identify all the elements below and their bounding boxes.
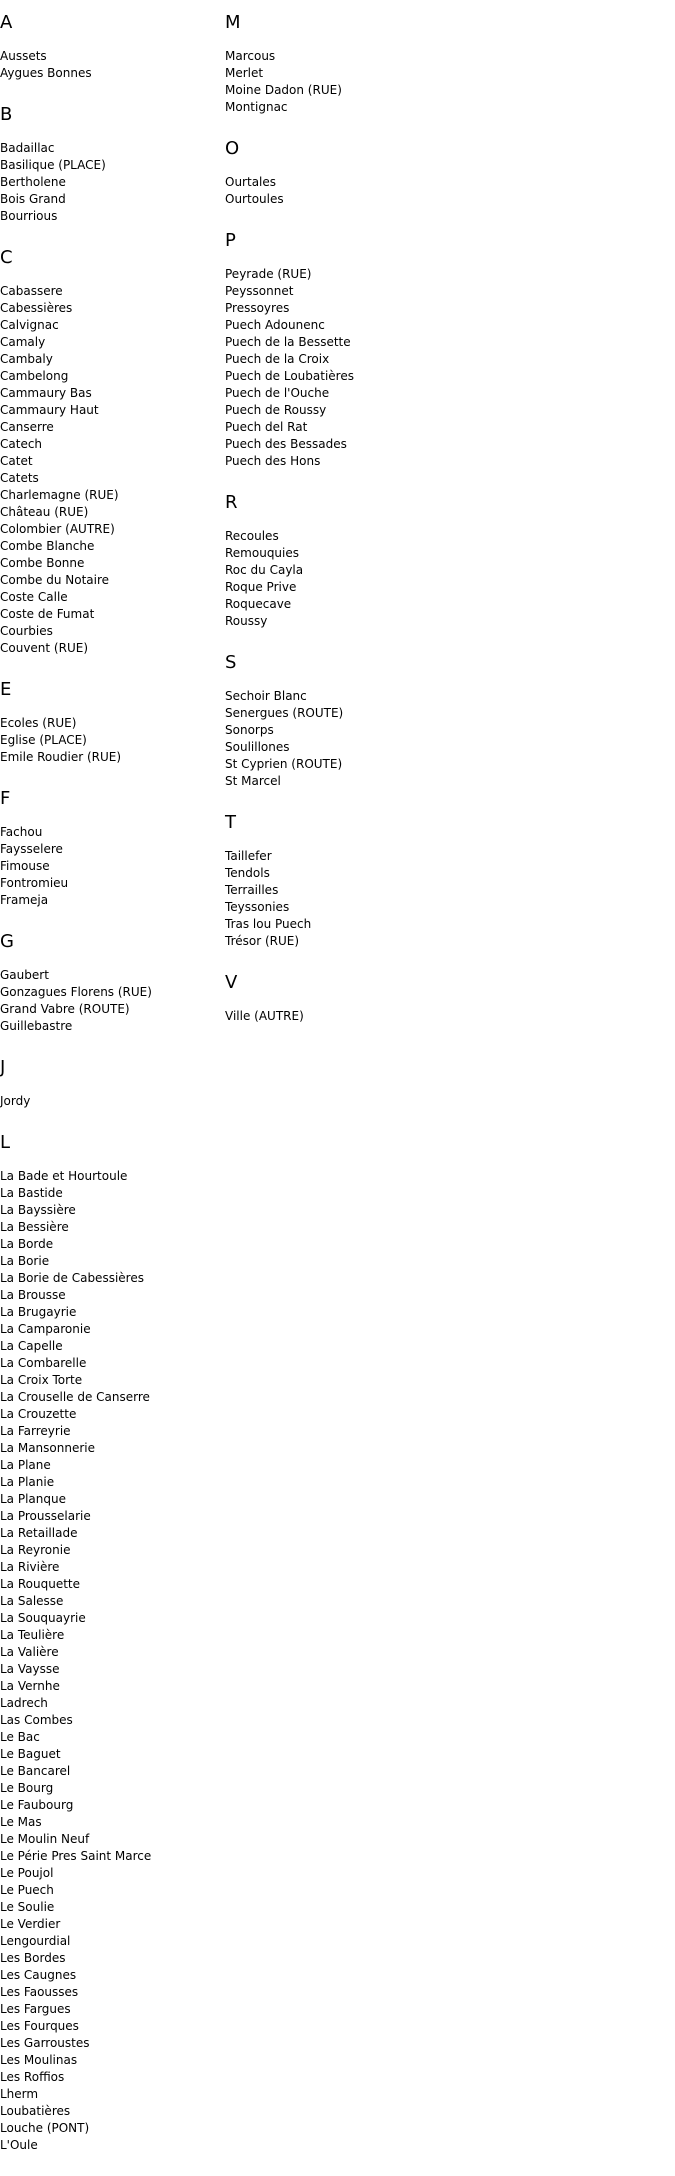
section-letter-heading: O: [225, 138, 240, 159]
street-name: La Bessière: [0, 1220, 69, 1234]
street-name: L'Oule: [0, 2138, 38, 2152]
street-name: Bois Grand: [0, 192, 66, 206]
street-name: Le Bourg: [0, 1781, 54, 1795]
street-name: Combe Blanche: [0, 539, 95, 553]
street-name: Tendols: [225, 866, 270, 880]
street-name: Ville (AUTRE): [225, 1009, 304, 1023]
street-list: [0, 1093, 225, 1110]
street-name: La Vaysse: [0, 1662, 60, 1676]
section-letter-heading: R: [225, 492, 238, 513]
street-name: Las Combes: [0, 1713, 73, 1727]
street-name: Le Puech: [0, 1883, 54, 1897]
street-name: La Crouzette: [0, 1407, 77, 1421]
street-name: Fimouse: [0, 859, 50, 873]
street-name: La Rivière: [0, 1560, 60, 1574]
street-list: [0, 283, 225, 657]
letter-section-c: [0, 247, 225, 657]
street-name: Le Moulin Neuf: [0, 1832, 90, 1846]
street-name: Coste Calle: [0, 590, 68, 604]
section-letter-heading: M: [225, 12, 241, 33]
street-name: Soulillones: [225, 740, 290, 754]
section-letter-heading: S: [225, 652, 237, 673]
street-name: Loubatières: [0, 2104, 71, 2118]
section-letter-heading: V: [225, 972, 238, 993]
street-name: Roque Prive: [225, 580, 297, 594]
street-name: Frameja: [0, 893, 49, 907]
section-letter-heading: A: [0, 12, 13, 33]
letter-section-j: [0, 1057, 225, 1110]
street-name: Eglise (PLACE): [0, 733, 87, 747]
street-name: La Vernhe: [0, 1679, 60, 1693]
street-name: Colombier (AUTRE): [0, 522, 115, 536]
street-name: Cammaury Bas: [0, 386, 92, 400]
street-name: Fontromieu: [0, 876, 69, 890]
street-name: Cambaly: [0, 352, 53, 366]
street-name: Faysselere: [0, 842, 63, 856]
street-name: Sonorps: [225, 723, 274, 737]
street-name: Aussets: [0, 49, 47, 63]
street-list: [225, 48, 450, 116]
street-name: La Teulière: [0, 1628, 65, 1642]
street-name: La Borie: [0, 1254, 50, 1268]
index-column-left: [0, 0, 225, 2176]
street-name: La Planie: [0, 1475, 55, 1489]
street-name: Ecoles (RUE): [0, 716, 77, 730]
street-name: Château (RUE): [0, 505, 89, 519]
street-name: La Mansonnerie: [0, 1441, 96, 1455]
street-name: Courbies: [0, 624, 53, 638]
street-name: Roc du Cayla: [225, 563, 304, 577]
street-name: La Bastide: [0, 1186, 63, 1200]
letter-section-f: [0, 788, 225, 909]
section-letter-heading: L: [0, 1132, 11, 1153]
street-name: Basilique (PLACE): [0, 158, 106, 172]
street-name: Trésor (RUE): [225, 934, 300, 948]
street-name: La Borie de Cabessières: [0, 1271, 144, 1285]
street-name: La Plane: [0, 1458, 51, 1472]
street-name: La Souquayrie: [0, 1611, 86, 1625]
street-name: Le Périe Pres Saint Marce: [0, 1849, 152, 1863]
street-name: St Marcel: [225, 774, 281, 788]
street-list: [225, 266, 450, 470]
street-name: Gaubert: [0, 968, 49, 982]
street-name: Fachou: [0, 825, 43, 839]
street-name: Le Verdier: [0, 1917, 61, 1931]
street-name: La Camparonie: [0, 1322, 91, 1336]
street-name: Senergues (ROUTE): [225, 706, 344, 720]
street-name: Guillebastre: [0, 1019, 73, 1033]
letter-section-b: [0, 104, 225, 225]
street-name: Calvignac: [0, 318, 59, 332]
street-name: La Prousselarie: [0, 1509, 91, 1523]
street-name: Recoules: [225, 529, 279, 543]
street-name: Badaillac: [0, 141, 55, 155]
street-name: Charlemagne (RUE): [0, 488, 119, 502]
street-list: [225, 528, 450, 630]
street-name: Ourtoules: [225, 192, 284, 206]
street-name: Puech de Loubatières: [225, 369, 354, 383]
street-name: Pressoyres: [225, 301, 290, 315]
street-name: Le Faubourg: [0, 1798, 74, 1812]
street-list: [0, 1168, 225, 2154]
street-name: La Bade et Hourtoule: [0, 1169, 128, 1183]
street-name: Puech del Rat: [225, 420, 308, 434]
street-name: La Combarelle: [0, 1356, 87, 1370]
street-name: La Valière: [0, 1645, 59, 1659]
street-name: Le Poujol: [0, 1866, 54, 1880]
section-letter-heading: J: [0, 1057, 6, 1078]
street-name: Puech des Hons: [225, 454, 321, 468]
street-list: [0, 715, 225, 766]
street-name: Le Baguet: [0, 1747, 61, 1761]
street-name: Canserre: [0, 420, 54, 434]
street-name: La Borde: [0, 1237, 54, 1251]
street-name: Ladrech: [0, 1696, 48, 1710]
street-name: La Croix Torte: [0, 1373, 83, 1387]
street-name: Le Bac: [0, 1730, 40, 1744]
section-letter-heading: C: [0, 247, 13, 268]
street-list: [0, 140, 225, 225]
street-name: Teyssonies: [225, 900, 290, 914]
street-name: La Capelle: [0, 1339, 63, 1353]
street-name: Coste de Fumat: [0, 607, 95, 621]
street-list: [225, 848, 450, 950]
index-column-right: [225, 0, 450, 1047]
letter-section-r: [225, 492, 450, 630]
street-name: Cabessières: [0, 301, 73, 315]
street-name: Lherm: [0, 2087, 39, 2101]
street-name: Catet: [0, 454, 33, 468]
street-name: Couvent (RUE): [0, 641, 89, 655]
street-name: Moine Dadon (RUE): [225, 83, 342, 97]
street-name: Cabassere: [0, 284, 63, 298]
street-name: Cambelong: [0, 369, 69, 383]
street-name: Les Moulinas: [0, 2053, 78, 2067]
street-name: Les Garroustes: [0, 2036, 90, 2050]
street-name: Emile Roudier (RUE): [0, 750, 122, 764]
street-name: Les Fourques: [0, 2019, 79, 2033]
street-name: Le Mas: [0, 1815, 42, 1829]
street-name: Bertholene: [0, 175, 66, 189]
street-name: Les Fargues: [0, 2002, 71, 2016]
street-name: Grand Vabre (ROUTE): [0, 1002, 130, 1016]
street-name: Terrailles: [225, 883, 279, 897]
section-letter-heading: G: [0, 931, 14, 952]
letter-section-g: [0, 931, 225, 1035]
street-name: La Farreyrie: [0, 1424, 71, 1438]
street-name: Les Faousses: [0, 1985, 79, 1999]
street-name: Les Caugnes: [0, 1968, 77, 1982]
street-name: Puech de l'Ouche: [225, 386, 330, 400]
letter-section-e: [0, 679, 225, 766]
street-name: Merlet: [225, 66, 264, 80]
street-list: [225, 1008, 450, 1025]
street-name: Montignac: [225, 100, 288, 114]
letter-section-a: [0, 12, 225, 82]
letter-section-p: [225, 230, 450, 470]
street-name: Jordy: [0, 1094, 31, 1108]
street-name: La Rouquette: [0, 1577, 80, 1591]
section-letter-heading: T: [225, 812, 236, 833]
street-name: Les Bordes: [0, 1951, 66, 1965]
section-letter-heading: F: [0, 788, 11, 809]
street-name: Puech de la Bessette: [225, 335, 351, 349]
street-name: Peyssonnet: [225, 284, 294, 298]
street-name: La Retaillade: [0, 1526, 78, 1540]
street-name: Combe du Notaire: [0, 573, 110, 587]
street-name: La Planque: [0, 1492, 66, 1506]
street-name: Sechoir Blanc: [225, 689, 307, 703]
letter-section-l: [0, 1132, 225, 2154]
street-name: Puech de la Croix: [225, 352, 330, 366]
street-name: Le Soulie: [0, 1900, 55, 1914]
street-name: Roussy: [225, 614, 268, 628]
street-name: La Reyronie: [0, 1543, 71, 1557]
street-list: [0, 824, 225, 909]
street-list: [225, 174, 450, 208]
street-name: Aygues Bonnes: [0, 66, 92, 80]
section-letter-heading: P: [225, 230, 236, 251]
street-name: Louche (PONT): [0, 2121, 90, 2135]
street-name: St Cyprien (ROUTE): [225, 757, 343, 771]
street-name: Marcous: [225, 49, 276, 63]
street-name: La Brugayrie: [0, 1305, 77, 1319]
street-name: Catech: [0, 437, 43, 451]
street-name: Peyrade (RUE): [225, 267, 312, 281]
street-list: [225, 688, 450, 790]
street-name: Bourrious: [0, 209, 58, 223]
street-name: Catets: [0, 471, 39, 485]
street-list: [0, 967, 225, 1035]
street-name: Roquecave: [225, 597, 292, 611]
letter-section-m: [225, 12, 450, 116]
street-name: Camaly: [0, 335, 46, 349]
section-letter-heading: E: [0, 679, 12, 700]
letter-section-t: [225, 812, 450, 950]
street-name: Puech des Bessades: [225, 437, 347, 451]
letter-section-s: [225, 652, 450, 790]
letter-section-v: [225, 972, 450, 1025]
street-name: La Bayssière: [0, 1203, 76, 1217]
street-list: [0, 48, 225, 82]
letter-section-o: [225, 138, 450, 208]
street-name: Tras lou Puech: [225, 917, 312, 931]
street-name: Taillefer: [225, 849, 272, 863]
street-name: Gonzagues Florens (RUE): [0, 985, 152, 999]
street-name: Puech de Roussy: [225, 403, 327, 417]
street-name: La Brousse: [0, 1288, 66, 1302]
street-name: Combe Bonne: [0, 556, 85, 570]
street-name: Lengourdial: [0, 1934, 71, 1948]
street-name: La Salesse: [0, 1594, 64, 1608]
street-name: Ourtales: [225, 175, 277, 189]
section-letter-heading: B: [0, 104, 13, 125]
street-name: Puech Adounenc: [225, 318, 325, 332]
street-name: Les Roffios: [0, 2070, 65, 2084]
street-name: Remouquies: [225, 546, 300, 560]
street-name: Cammaury Haut: [0, 403, 99, 417]
street-name: La Crouselle de Canserre: [0, 1390, 150, 1404]
street-name: Le Bancarel: [0, 1764, 71, 1778]
